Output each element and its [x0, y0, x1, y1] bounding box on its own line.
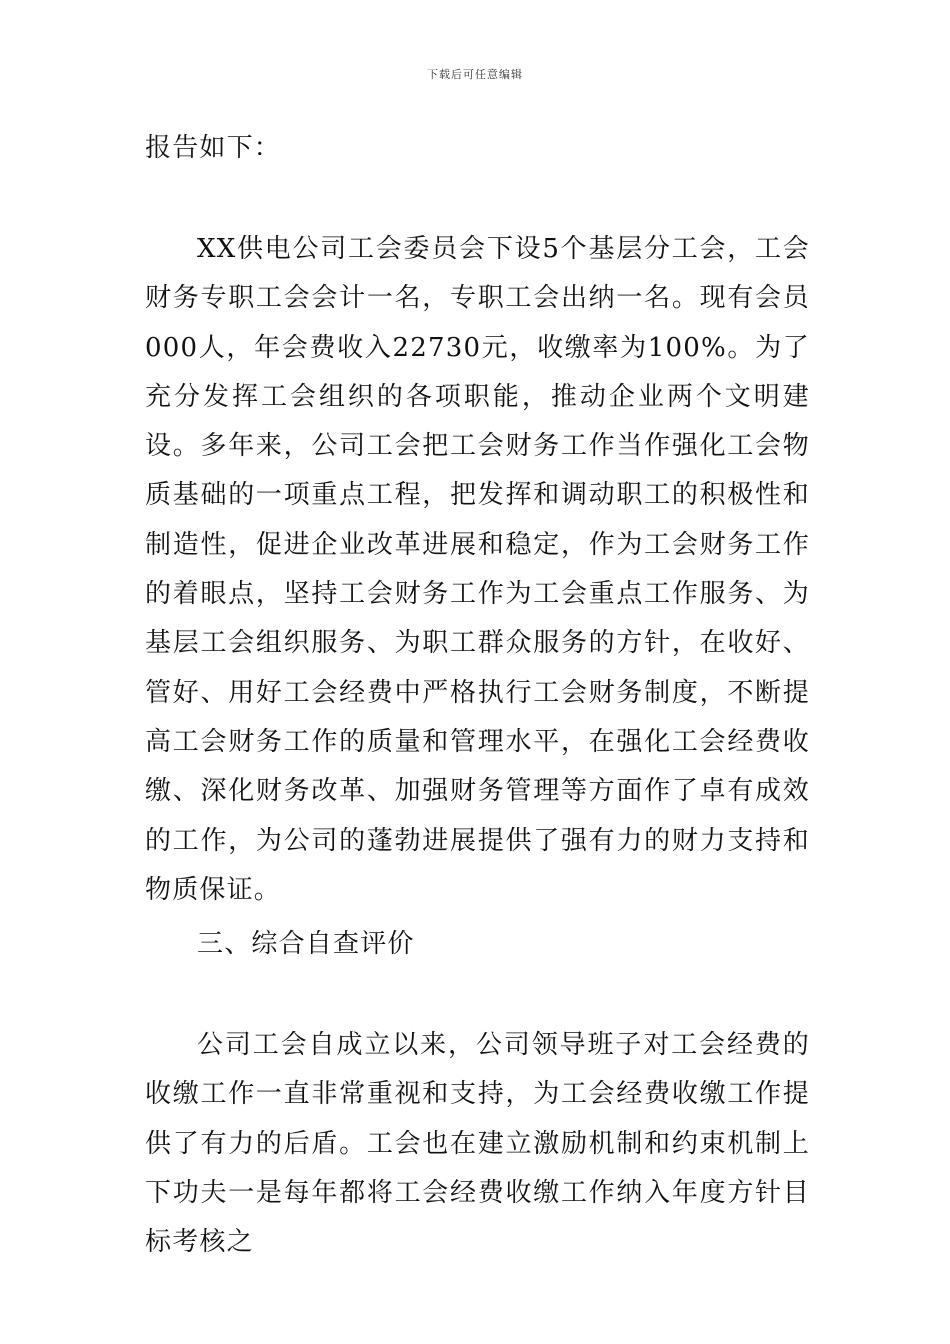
body-paragraph-1: XX供电公司工会委员会下设5个基层分工会，工会财务专职工会会计一名，专职工会出纳一名。现有会员000人，年会费收入22730元，收缴率为100%。为了充分发挥工会组织的各项职能，推动企业两个文明建设。多年来，公司工会把工会财务工作当作强化工会物质基础的一项重点工程，把发挥和调动职工的积极性和制造性，促进企业改革进展和稳定，作为工会财务工作的着眼点，坚持工会财务工作为工会重点工作服务、为基层工会组织服务、为职工群众服务的方针，在收好、管好、用好工会经费中严格执行工会财务制度，不断提高工会财务工作的质量和管理水平，在强化工会经费收缴、深化财务改革、加强财务管理等方面作了卓有成效的工作，为公司的蓬勃进展提供了强有力的财力支持和物质保证。	[145, 234, 810, 905]
section-heading: 三、综合自查评价	[197, 929, 415, 959]
header-note: 下载后可任意编辑	[427, 68, 523, 81]
body-paragraph-2: 公司工会自成立以来，公司领导班子对工会经费的收缴工作一直非常重视和支持，为工会经费收缴工作提供了有力的后盾。工会也在建立激励机制和约束机制上下功夫一是每年都将工会经费收缴工作纳入年度方针目标考核之	[145, 1030, 810, 1258]
intro-line: 报告如下：	[145, 133, 282, 163]
